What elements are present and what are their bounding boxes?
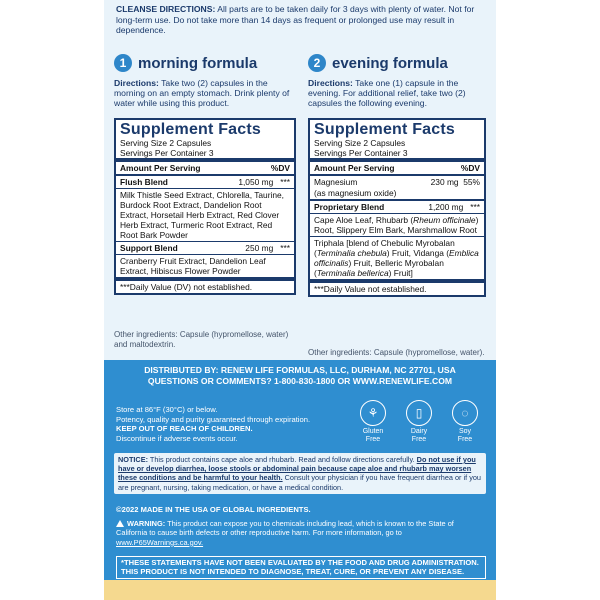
morning-directions [114,78,294,109]
morning-formula-heading [114,54,257,72]
evening-directions [308,78,488,109]
morning-other-ingredients: Other ingredients: Capsule (hypromellose, water) and maltodextrin. [114,330,289,349]
support-blend-name: Support Blend [120,243,178,253]
keep-away-children: KEEP OUT OF REACH OF CHILDREN. [116,424,253,434]
evening-directions-label: Directions: [308,78,353,88]
cleanse-heading: CLEANSE DIRECTIONS: [116,4,216,14]
storage-temp: Store at 86°F (30°C) or below. [116,405,218,414]
prop65-warning: WARNING: This product can expose you to chemicals including lead, which is known to the State of California to cause birth defects or other reproductive harm. For more information, go to www.P65Warnings.ca.gov. [116,519,454,547]
evening-facts-footnote: ***Daily Value not established. [314,284,427,294]
evening-amount-header: Amount Per Serving %DV [314,163,480,173]
evening-formula-title: evening formula [332,54,448,72]
evening-facts-title: Supplement Facts [314,121,456,138]
potency-guarantee: Potency, quality and purity guaranteed through expiration. [116,414,311,424]
evening-servings-per: Servings Per Container 3 [314,148,408,158]
cleanse-directions [116,4,488,36]
made-in-usa: ©2022 MADE IN THE USA OF GLOBAL INGREDIENTS. [116,505,311,514]
allergen-free-badges [354,400,484,444]
morning-formula-title: morning formula [138,54,258,72]
warning-triangle-icon [116,520,124,527]
evening-number-badge: 2 [308,54,326,72]
proprietary-blend-ingredients: Cape Aloe Leaf, Rhubarb (Rheum officinale) Root, Slippery Elm Bark, Marshmallow Root [314,215,479,235]
evening-formula-heading [308,54,448,72]
morning-servings-per: Servings Per Container 3 [120,148,214,158]
proprietary-blend-dv: *** [470,202,480,212]
dairy-free-badge: ▯ Dairy Free [400,400,438,444]
magnesium-dv: 55% [463,177,480,187]
flush-blend-row [116,176,294,188]
evening-other-ingredients: Other ingredients: Capsule (hypromellose, water). [308,348,485,357]
support-blend-row [116,242,294,254]
soy-free-badge: ◌ Soy Free [446,400,484,444]
notice-box: NOTICE: This product contains cape aloe and rhubarb. Read and follow directions carefully. Do not use if you have or develop diarrhea, loose stools or abdominal pain because cape aloe and rhubarb may worsen these conditions and be harmful to your health. Consult your physician if you have frequent diarrhea or if you are pregnant, nursing, taking medication, or have a medical condition. [114,453,486,494]
soy-free-icon: ◌ [452,400,478,426]
distributor-line: DISTRIBUTED BY: RENEW LIFE FORMULAS, LLC, DURHAM, NC 27701, USA [144,365,456,375]
proprietary-blend-row [310,201,484,213]
morning-supplement-facts [114,118,296,295]
contact-line: QUESTIONS OR COMMENTS? 1-800-830-1800 OR WWW.RENEWLIFE.COM [147,376,453,386]
morning-directions-text: Take two (2) capsules in the morning on an empty stomach. Drink plenty of water while using this product. [114,78,290,109]
support-blend-dv: *** [280,243,290,253]
discontinue-note: Discontinue if adverse events occur. [116,433,238,443]
gluten-free-badge: ⚘ Gluten Free [354,400,392,444]
p65-link[interactable]: www.P65Warnings.ca.gov. [116,537,204,547]
cleanse-text: All parts are to be taken daily for 3 days with plenty of water. Not for long-term use. Do not take more than 14 days as frequent or prolonged use may result in dependence. [116,4,475,36]
bottom-color-strip [104,580,496,600]
product-label-panel [104,0,496,600]
notice-underlined: Do not use if you have or develop diarrhea, loose stools or abdominal pain because cape aloe and rhubarb may worsen these conditions and be harmful to your health. [118,455,476,483]
evening-serving-size: Serving Size 2 Capsules [314,138,406,148]
magnesium-row [310,176,484,188]
morning-facts-footnote: ***Daily Value (DV) not established. [120,282,253,292]
magnesium-amount: 230 mg [430,177,459,187]
magnesium-source: (as magnesium oxide) [314,188,397,198]
evening-supplement-facts [308,118,486,297]
flush-blend-dv: *** [280,177,290,187]
morning-facts-title: Supplement Facts [120,121,262,138]
evening-directions-text: Take one (1) capsule in the evening. For additional relief, take two (2) capsules the following evening. [308,78,466,109]
flush-blend-ingredients: Milk Thistle Seed Extract, Chlorella, Taurine, Burdock Root Extract, Dandelion Root Extract, Horsetail Herb Extract, Red Clover Herb Extract, Turmeric Root Extract, Red Root Bark Powder [120,190,285,240]
morning-number-badge: 1 [114,54,132,72]
dairy-free-icon: ▯ [406,400,432,426]
fda-disclaimer: *THESE STATEMENTS HAVE NOT BEEN EVALUATED BY THE FOOD AND DRUG ADMINISTRATION. THIS PRODUCT IS NOT INTENDED TO DIAGNOSE, TREAT, CURE, OR PREVENT ANY DISEASE. [116,556,486,579]
morning-serving-size: Serving Size 2 Capsules [120,138,212,148]
morning-directions-label: Directions: [114,78,159,88]
triphala-ingredients: Triphala [blend of Chebulic Myrobalan (Terminalia chebula) Fruit, Vidanga (Emblica officinalis) Fruit, Belleric Myrobalan (Terminalia bellerica) Fruit] [314,238,479,278]
support-blend-ingredients: Cranberry Fruit Extract, Dandelion Leaf Extract, Hibiscus Flower Powder [120,256,266,276]
proprietary-blend-name: Proprietary Blend [314,202,385,212]
proprietary-blend-amount: 1,200 mg [428,202,464,212]
flush-blend-name: Flush Blend [120,177,168,187]
storage-info [116,405,356,443]
flush-blend-amount: 1,050 mg [238,177,274,187]
distributor-info [104,365,496,387]
magnesium-name: Magnesium [314,177,358,187]
morning-amount-header: Amount Per Serving %DV [120,163,290,173]
notice-label: NOTICE: [118,455,148,464]
gluten-free-icon: ⚘ [360,400,386,426]
support-blend-amount: 250 mg [245,243,274,253]
warning-label: WARNING: [127,519,166,528]
